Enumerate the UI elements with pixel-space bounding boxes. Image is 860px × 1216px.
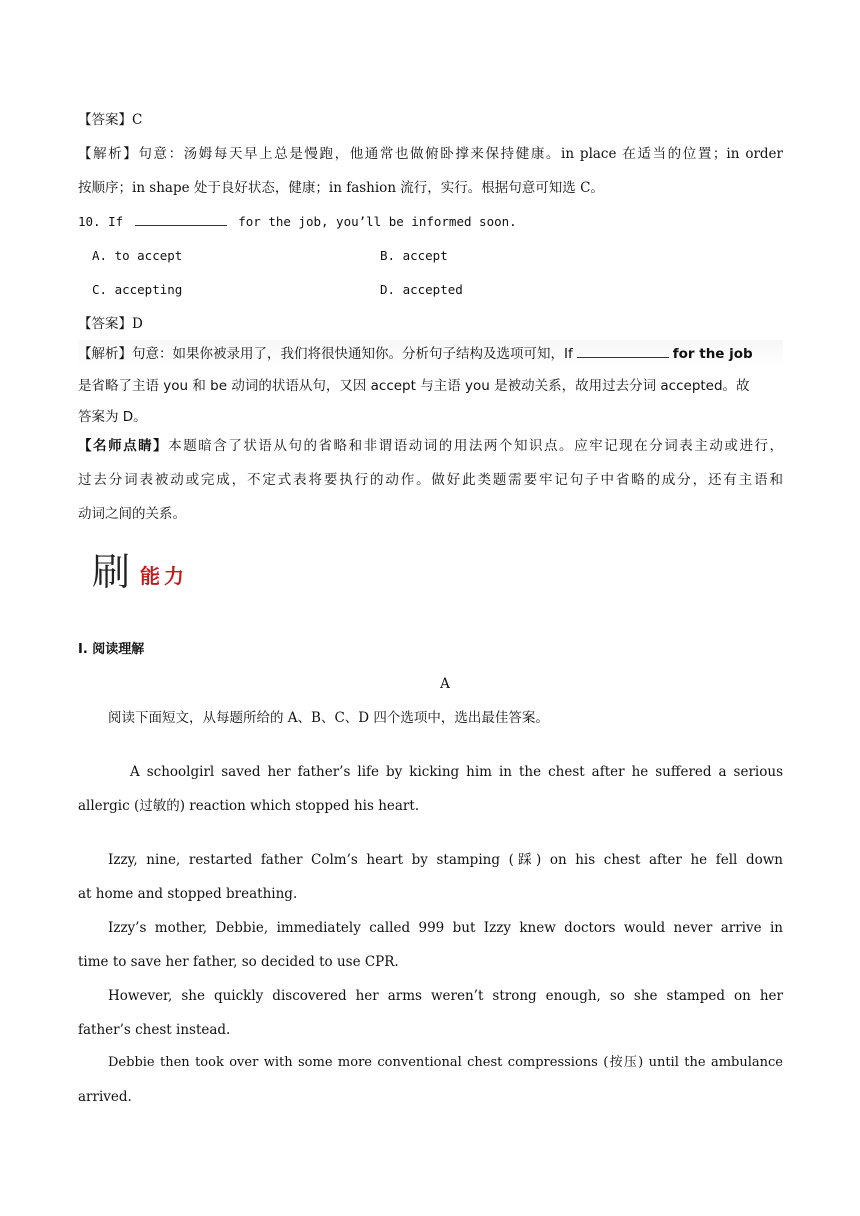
passage-p3-line-2: time to save her father, so decided to use CPR. [78, 954, 399, 970]
practice-logo [92, 550, 202, 596]
q10-option-d: D. accepted [380, 282, 463, 297]
logo-char-nengli: 能力 [140, 564, 188, 588]
q10-tip-line-1: 【名师点睛】本题暗含了状语从句的省略和非谓语动词的用法两个知识点。应牢记现在分词表主动或进行， [78, 438, 784, 454]
q10-analysis-blank [577, 345, 669, 358]
passage-p2-line-2: at home and stopped breathing. [78, 886, 298, 902]
section-instruction: 阅读下面短文，从每题所给的 A、B、C、D 四个选项中，选出最佳答案。 [108, 710, 549, 726]
q10-analysis-line-3: 答案为 D。 [78, 409, 147, 425]
passage-p2-line-1: Izzy, nine, restarted father Colm’s heart by stamping (踩) on his chest after he fell down [108, 852, 783, 868]
passage-p4-line-2: father’s chest instead. [78, 1022, 231, 1038]
q10-tip-line-3: 动词之间的关系。 [78, 506, 186, 522]
q10-option-c: C. accepting [92, 282, 183, 297]
q10-answer: 【答案】D [78, 316, 143, 332]
q10-stem [78, 213, 783, 231]
q9-analysis-line-2: 按顺序；in shape 处于良好状态，健康；in fashion 流行，实行。根据句意可知选 C。 [78, 180, 604, 196]
passage-p1-line-1: A schoolgirl saved her father’s life by kicking him in the chest after he suffered a serious [130, 764, 783, 780]
passage-p4-line-1: However, she quickly discovered her arms weren’t strong enough, so she stamped on her [108, 988, 783, 1004]
q10-analysis-line-2: 是省略了主语 you 和 be 动词的状语从句，又因 accept 与主语 you 是被动关系，故用过去分词 accepted。故 [78, 378, 750, 394]
passage-p1-line-2: allergic (过敏的) reaction which stopped his heart. [78, 798, 420, 814]
q10-analysis-line-1: 【解析】句意：如果你被录用了，我们将很快通知你。分析句子结构及选项可知，If for the job [78, 346, 753, 362]
q10-stem-start: 10. If [78, 214, 124, 229]
logo-char-shua: 刷 [92, 550, 131, 594]
section-title: I. 阅读理解 [78, 642, 145, 657]
q10-blank [135, 213, 227, 226]
passage-p5-line-2: arrived. [78, 1089, 132, 1105]
q10-tip-line-2: 过去分词表被动或完成，不定式表将要执行的动作。做好此类题需要牢记句子中省略的成分，还有主语和 [78, 472, 783, 488]
q9-answer: 【答案】C [78, 112, 143, 128]
passage-p5-line-1: Debbie then took over with some more conventional chest compressions (按压) until the ambulance [108, 1055, 783, 1070]
q9-analysis-line-1: 【解析】句意：汤姆每天早上总是慢跑，他通常也做俯卧撑来保持健康。in place 在适当的位置；in order [78, 146, 783, 162]
q10-option-a: A. to accept [92, 248, 183, 263]
section-part: A [440, 676, 450, 692]
passage-p3-line-1: Izzy’s mother, Debbie, immediately called 999 but Izzy knew doctors would never arrive in [108, 920, 783, 936]
q10-option-b: B. accept [380, 248, 448, 263]
q10-analysis-image [78, 340, 783, 428]
q10-stem-end: for the job, you’ll be informed soon. [238, 214, 517, 229]
